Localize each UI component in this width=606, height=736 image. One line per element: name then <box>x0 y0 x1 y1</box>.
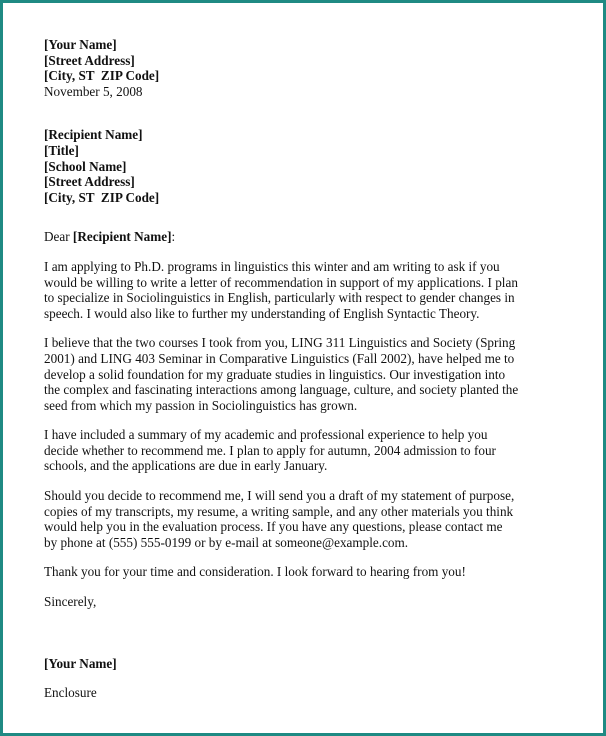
enclosure <box>44 685 574 701</box>
recipient-city: [City, ST ZIP Code] <box>44 189 160 205</box>
paragraph-3 <box>44 427 574 474</box>
paragraph-1 <box>44 259 574 321</box>
recipient-street-text: Street Address <box>48 174 131 190</box>
paragraph-line: 2001) and LING 403 Seminar in Comparative Linguistics (Fall 2002), have helped me to <box>44 350 515 366</box>
paragraph-line: by phone at (555) 555-0199 or by e-mail at someone@example.com. <box>44 534 409 550</box>
sender-street: [Street Address] <box>44 52 135 68</box>
paragraph-line: I believe that the two courses I took from you, LING 311 Linguistics and Society (Spring <box>44 335 516 351</box>
closing-text: Sincerely, <box>44 594 97 610</box>
paragraph-line: would help you in the evaluation process. If you have any questions, please contact me <box>44 519 503 535</box>
salutation-prefix: Dear <box>44 229 73 245</box>
closing <box>44 594 574 610</box>
recipient-title-text: Title <box>48 142 75 158</box>
paragraph-line: would be willing to write a letter of recommendation in support of my applications. I plan <box>44 274 518 290</box>
recipient-street: [Street Address] <box>44 174 135 190</box>
salutation-line: Dear [Recipient Name]: <box>44 229 176 245</box>
salutation-name: Recipient Name <box>77 229 168 245</box>
recipient-city-text: City, ST ZIP Code <box>48 189 155 205</box>
paragraph-line: seed from which my passion in Sociolinguistics has grown. <box>44 397 358 413</box>
salutation <box>44 229 574 245</box>
sender-city-text: City, ST ZIP Code <box>48 68 155 84</box>
recipient-name-text: Recipient Name <box>48 127 139 143</box>
paragraph-line: I am applying to Ph.D. programs in linguistics this winter and am writing to ask if you <box>44 258 500 274</box>
letter-date: November 5, 2008 <box>44 83 143 99</box>
salutation-suffix: : <box>171 229 176 245</box>
signature <box>44 656 574 672</box>
sender-name: [Your Name] <box>44 37 117 52</box>
recipient-name: [Recipient Name] <box>44 127 143 143</box>
enclosure-text: Enclosure <box>44 685 97 701</box>
paragraph-line: schools, and the applications are due in early January. <box>44 458 328 474</box>
paragraph-line: decide whether to recommend me. I plan to apply for autumn, 2004 admission to four <box>44 442 496 458</box>
paragraph-line: Thank you for your time and consideration. I look forward to hearing from you! <box>44 564 466 580</box>
paragraph-4 <box>44 488 574 550</box>
paragraph-line: I have included a summary of my academic and professional experience to help you <box>44 427 488 443</box>
recipient-address <box>44 127 574 205</box>
recipient-school: [School Name] <box>44 158 127 174</box>
paragraph-line: Should you decide to recommend me, I will send you a draft of my statement of purpose, <box>44 488 515 504</box>
signature-name: [Your Name] <box>44 655 117 671</box>
paragraph-5 <box>44 564 574 580</box>
paragraph-line: develop a solid foundation for my graduate studies in linguistics. Our investigation into <box>44 366 506 382</box>
paragraph-line: speech. I would also like to further my understanding of English Syntactic Theory. <box>44 305 480 321</box>
sender-street-text: Street Address <box>48 52 131 68</box>
recipient-school-text: School Name <box>48 158 123 174</box>
sender-name-text: Your Name <box>48 37 113 52</box>
paragraph-line: to specialize in Sociolinguistics in English, particularly with respect to gender changes in <box>44 290 515 306</box>
paragraph-line: the complex and fascinating interactions among language, culture, and society planted the <box>44 382 519 398</box>
sender-address <box>44 37 574 99</box>
paragraph-line: copies of my transcripts, my resume, a writing sample, and any other materials you think <box>44 503 514 519</box>
letter-page <box>44 37 574 701</box>
signature-text: Your Name <box>48 655 113 671</box>
recipient-title: [Title] <box>44 142 79 158</box>
paragraph-2 <box>44 335 574 413</box>
sender-city: [City, ST ZIP Code] <box>44 68 160 84</box>
